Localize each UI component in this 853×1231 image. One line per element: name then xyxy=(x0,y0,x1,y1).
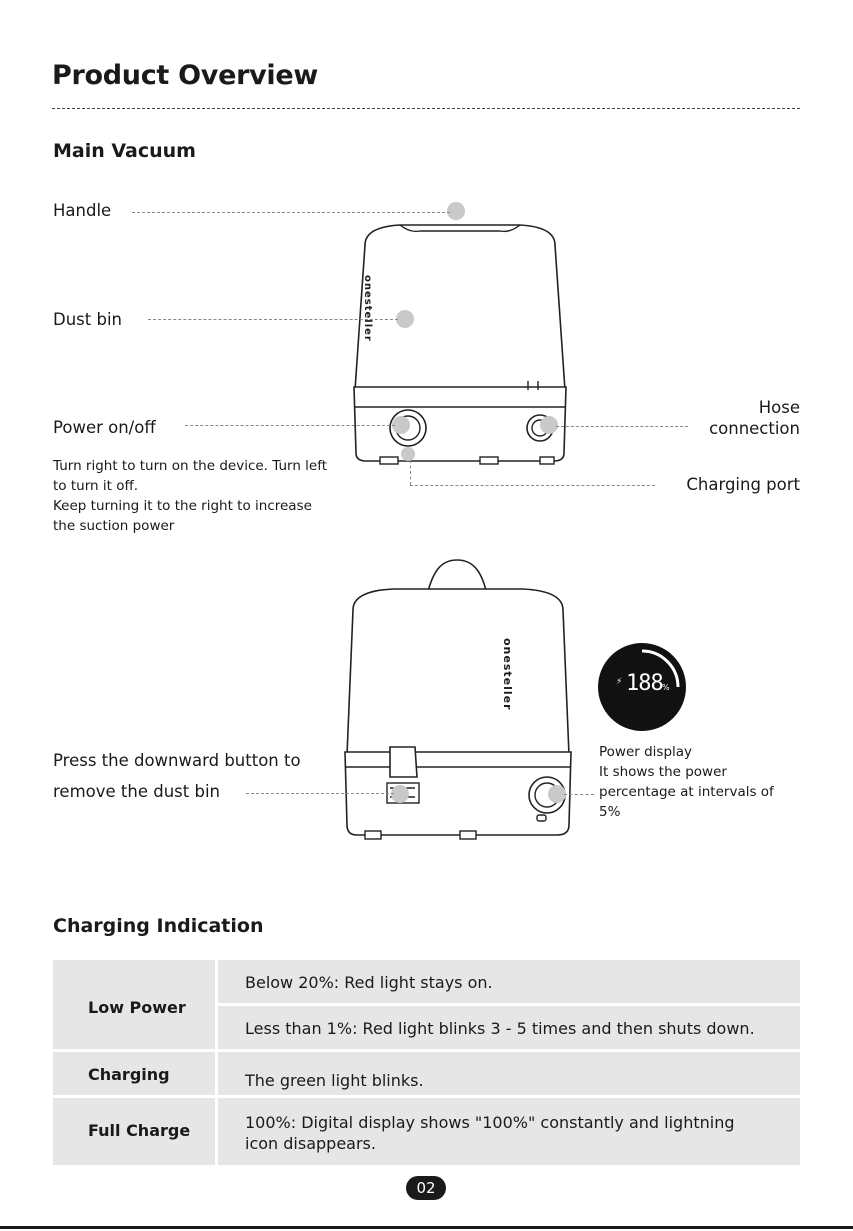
brand-mark-2: onesteller xyxy=(501,638,514,711)
handle-label: Handle xyxy=(53,201,112,220)
hose-connection-label: Hose connection xyxy=(709,398,800,438)
full-charge-text: 100%: Digital display shows "100%" constantly and lightning icon disappears. xyxy=(245,1113,735,1153)
hose-marker xyxy=(540,416,558,434)
dust-bin-leader xyxy=(148,319,398,320)
handle-marker xyxy=(447,202,465,220)
display-leader xyxy=(564,794,594,795)
charging-port-leader-h xyxy=(410,485,655,486)
full-charge-label: Full Charge xyxy=(88,1121,191,1140)
press-label-2: remove the dust bin xyxy=(53,782,220,801)
low-power-label: Low Power xyxy=(88,998,186,1017)
page-title: Product Overview xyxy=(52,60,319,91)
page-number: 02 xyxy=(406,1176,446,1200)
power-leader xyxy=(185,425,395,426)
brand-mark: onesteller xyxy=(362,275,373,342)
lightning-icon: ⚡ xyxy=(616,677,623,687)
charging-port-marker xyxy=(401,447,415,461)
vacuum-side-illustration xyxy=(335,555,580,845)
main-vacuum-heading: Main Vacuum xyxy=(53,140,196,162)
power-label: Power on/off xyxy=(53,418,156,437)
power-description: Turn right to turn on the device. Turn left to turn it off. Keep turning it to the right to increase the suction power xyxy=(53,458,328,534)
dust-bin-label: Dust bin xyxy=(53,310,122,329)
power-display-screen xyxy=(598,643,686,731)
display-unit: % xyxy=(662,683,670,692)
title-divider xyxy=(52,108,800,109)
press-label-1: Press the downward button to xyxy=(53,751,301,770)
charging-label: Charging xyxy=(88,1065,170,1084)
hose-leader xyxy=(556,426,688,427)
charging-port-leader-v xyxy=(410,460,411,485)
charging-line-1: The green light blinks. xyxy=(245,1071,424,1090)
release-leader xyxy=(246,793,394,794)
bottom-rule xyxy=(0,1226,853,1229)
low-power-line-1: Below 20%: Red light stays on. xyxy=(245,973,493,992)
handle-leader xyxy=(132,212,450,213)
charging-port-label: Charging port xyxy=(686,475,800,494)
dust-bin-marker xyxy=(396,310,414,328)
power-display-label: Power display It shows the power percentage at intervals of 5% xyxy=(599,744,774,820)
display-value: 188 xyxy=(626,671,663,696)
charging-indication-heading: Charging Indication xyxy=(53,915,264,937)
low-power-line-2: Less than 1%: Red light blinks 3 - 5 times and then shuts down. xyxy=(245,1019,755,1038)
vacuum-front-illustration xyxy=(340,195,580,480)
release-button-marker xyxy=(391,785,409,803)
